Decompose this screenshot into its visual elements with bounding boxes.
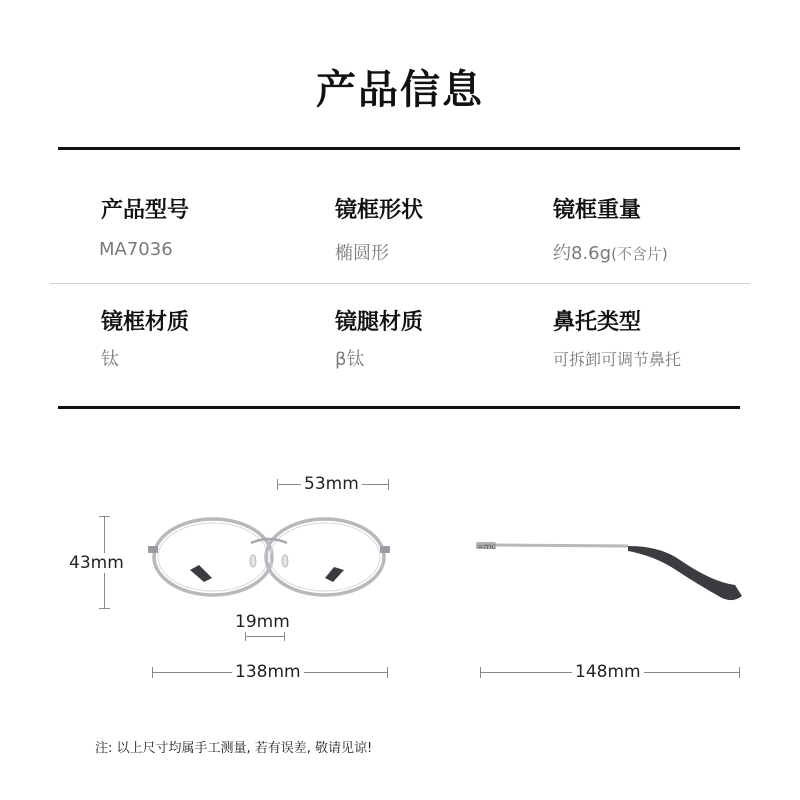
lens-height-label: 43mm (66, 553, 127, 573)
page-title: 产品信息 (316, 67, 484, 113)
spec-value-frame-material: 钛 (101, 349, 119, 370)
bridge-tick-right (284, 632, 285, 641)
spec-label-frame-weight: 镜框重量 (553, 198, 642, 223)
svg-text:=mc: =mc (477, 542, 496, 551)
temple-length-tick-left (480, 667, 481, 678)
lens-height-tick-bottom (99, 608, 110, 609)
bridge-line (245, 636, 285, 637)
frame-width-label: 138mm (232, 662, 304, 682)
frame-width-tick-left (152, 667, 153, 678)
weight-value: 约8.6g (553, 243, 612, 264)
temple-length-label: 148mm (572, 662, 644, 682)
measurement-note: 注: 以上尺寸均属手工测量, 若有误差, 敬请见谅! (95, 741, 373, 756)
spec-label-nose-pad: 鼻托类型 (553, 310, 642, 335)
temple-length-tick-right (739, 667, 740, 678)
spec-label-temple-material: 镜腿材质 (335, 310, 424, 335)
bridge-label: 19mm (232, 612, 293, 632)
spec-value-frame-shape: 椭圆形 (335, 243, 389, 264)
lens-width-tick-right (388, 479, 389, 490)
bridge-tick-left (245, 632, 246, 641)
spec-value-nose-pad: 可拆卸可调节鼻托 (553, 350, 682, 369)
spec-label-frame-shape: 镜框形状 (335, 198, 424, 223)
spec-label-frame-material: 镜框材质 (101, 310, 190, 335)
spec-value-temple-material: β钛 (335, 349, 365, 370)
lens-height-tick-top (99, 516, 110, 517)
lens-width-label: 53mm (301, 474, 362, 494)
spec-label-model: 产品型号 (101, 198, 190, 223)
weight-suffix: (不含片) (611, 245, 668, 263)
spec-value-model: MA7036 (99, 239, 173, 260)
lens-width-tick-left (277, 479, 278, 490)
frame-width-tick-right (387, 667, 388, 678)
